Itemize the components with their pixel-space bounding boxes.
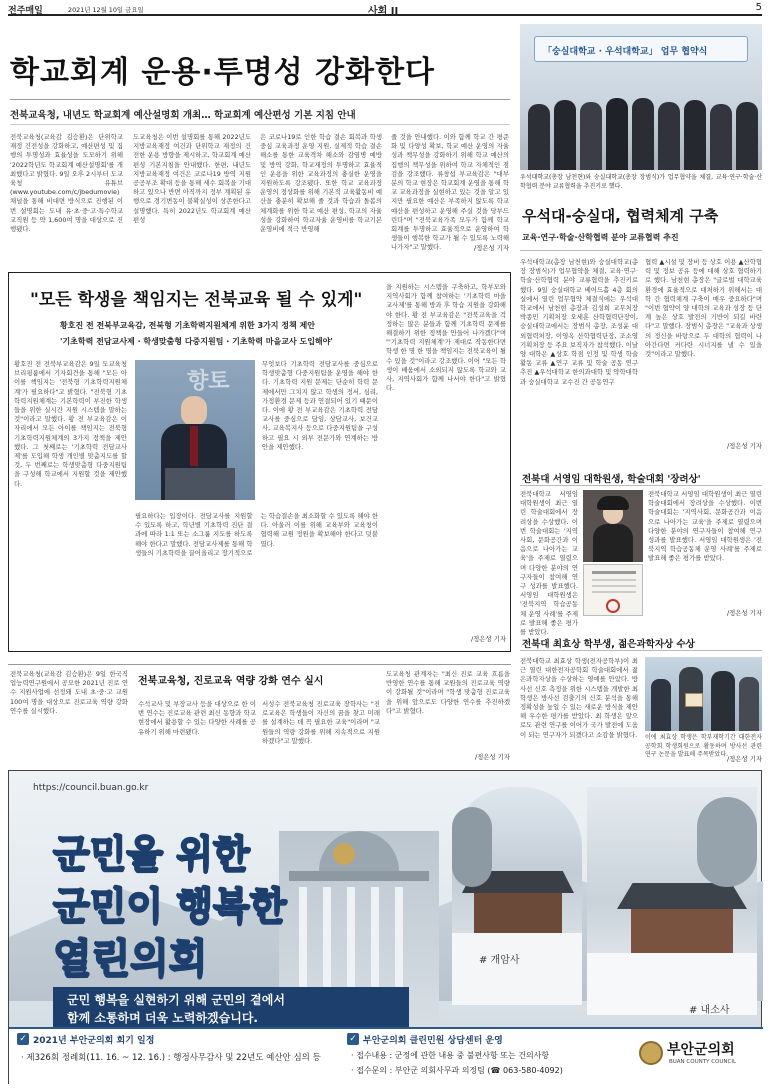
people-row: [520, 90, 762, 170]
article-column: 도교육청 관계자는 "최신 진로 교육 흐름을 반영한 연수를 통해 교원들의 진로교육 역량이 강화될 것"이라며 "학생 맞춤형 진로교육을 위해 앞으로도 다양한 연수를 추진하겠다"고 밝혔다.: [386, 670, 510, 715]
paper-name: 전주매일: [8, 6, 43, 16]
byline: /정은성 기자: [726, 755, 762, 763]
clean-center-title: 부안군의회 클린민원 상담센터 운영: [363, 1036, 503, 1046]
check-icon: ✓: [347, 1033, 359, 1045]
mou-caption: 우석대학교(총장 남천현)와 숭실대학교(총장 장범식)가 업무협약을 체결, 교육·연구·학술·산학협력 분야 교류협력을 추진키로 했다.: [520, 174, 762, 190]
award-photo: [645, 657, 762, 731]
byline: /정은성 기자: [726, 442, 762, 450]
hwang-photo: 향토: [135, 360, 255, 500]
article-column: 을 지원하는 시스템을 구축하고, 학부모와 지역사회가 함께 참여하는 '기초학력 마을교사제'를 통해 방과 후 학습 지원을 강화해야 한다. 황 전 부교육감은 "전북교육을 걱정하는 많은 분들과 함께 기초학력 문제를 해결하기 위한 정책을 만들어 나가겠다"며 "'기초학력 지원체계'가 제대로 작동한다면 학생 한 명 한 명을 책임지는 전북교육이 될 수 있을 것"이라고 강조했다. 이어 "모든 학생이 배움에서 소외되지 않도록 학교와 교사, 지역사회가 함께 나서야 한다"고 밝혔다.: [386, 283, 506, 393]
quote-headline: "모든 학생을 책임지는 전북교육 될 수 있게": [30, 290, 363, 310]
article-column: 전북대학교 최효상 학생(전자공학부)이 최근 열린 대한전자공학회 학술대회에서 젊은과학자상을 수상하는 영예를 안았다. 방사선 신호 측정을 위한 시스템을 개발한 최 학생은 방사선 검출기의 신호 분석을 통해 정확성을 높일 수 있는 새로운 방식을 제안해 우수한 평가를 받았다. 최 학생은 앞으로도 관련 연구를 이어가 국가 발전에 도움이 되는 연구자가 되겠다고 소감을 밝혔다.: [520, 657, 638, 739]
section-name: 사회 II: [368, 6, 399, 17]
ad-slogan-line: 군민이 행복한: [53, 884, 287, 928]
career-title: 전북교육청, 진로교육 역량 강화 연수 실시: [138, 676, 324, 687]
certificate-photo: [583, 564, 643, 616]
ad-info-bar: [9, 1027, 763, 1085]
article-column: 황호진 전 전북부교육감은 9일 도교육청 브리핑룸에서 기자회견을 통해 "모든 아이를 책임지는 '전북형 기초학력지원체계'가 필요하다"고 밝혔다. "전북형 기초학력지원체계는 기본학력이 부진한 학생들을 위한 실시간 지원 시스템을 말하는 것"이라고 말했다. 황 전 부교육감은 이 자리에서 모든 아이를 책임지는 전북형 기초학력지원체계의 3가지 정책을 제안했다. 그 첫째로는 '기초학력 전담교사제'를 도입해 학생 개인별 맞춤지도를 할 것, 두 번째로는 학생맞춤형 다중지원팀을 구성해 학교에서 지원할 것을 제안했다.: [14, 360, 127, 488]
main-subtitle: 전북교육청, 내년도 학교회계 예산설명회 개최… 학교회계 예산편성 기본 지침 안내: [10, 110, 356, 121]
article-column: 은 코로나19로 인한 학습 결손 회복과 학생 중심 교육과정 운영 지원, 실제적 학습 결손 해소를 통한 교육격차 해소와 감염병 예방 및 방역 강화, 학교재정의 투명하고 효율적인 운용을 위한 교육과정의 충실한 운영을 지원하도록 강조됐다. 또한 학교 교육과정 운영의 정상화를 위해 기본적 교육활동비 예산을 충분히 확보해 줄 것과 학습과 돌봄의 체계화를 위한 학교 예산 편성, 학교의 자율성을 강화하여 학교자율 운영비를 학교기본운영비에 적극 반영해: [260, 133, 382, 234]
ad-tagline-bar: [53, 987, 409, 1027]
ad-slogan-line: 군민을 위한: [53, 832, 250, 876]
divider: [10, 124, 510, 125]
ad-url[interactable]: https://council.buan.go.kr: [33, 783, 149, 793]
divider: [8, 664, 511, 665]
article-column: 전북대학교 서영임 대학원생이 최근 열린 학술대회에서 장려상을 수상했다. 이번 학술대회는 '지역사회, 문화공간과 이음으로 나아가는 교육'을 주제로 열렸으며 다양한 분야의 연구자들이 참여해 연구 성과를 발표했다. 서영임 대학원생은 '전북지역 학습공동체 운영 사례'를 주제로 발표해 좋은 평가를 받았다.: [648, 490, 762, 563]
masthead-bar: [8, 4, 762, 16]
main-headline: 학교회계 운용·투명성 강화한다: [10, 55, 436, 90]
ad-frame: [8, 770, 762, 1084]
article-column: 전북교육청(교육감 김승환)은 9일 한국직업능력연구원에서 공모한 2021년 진로 연수 지원사업에 선정돼 도내 초·중·고 교원 100여 명을 대상으로 진로교육 역량 강화 연수를 실시했다.: [10, 670, 128, 715]
schedule-title: 2021년 부안군의회 회기 일정: [33, 1036, 155, 1046]
divider: [520, 250, 762, 251]
award-title: 전북대 최효상 학부생, 젊은과학자상 수상: [522, 639, 695, 650]
mou-photo: [520, 24, 762, 170]
article-column: 전북교육청(교육감 김승환)은 단위학교 재정 건전성을 강화하고, 예산편성 및 집행의 투명성과 효율성을 도모하기 위해 '2022학년도 학교회계 예산설명회'를 개최했다고 밝혔다. 9일 오후 2시부터 도교육청 유튜브(www.youtube.com/c/jbedumovie) 채널을 통해 비대면 방식으로 진행된 이번 설명회는 도내 유·초·중·고·특수학교 교직원 등 약 1,600여 명을 대상으로 진행됐다.: [10, 133, 123, 234]
logo-name-en: BUAN COUNTY COUNCIL: [669, 1059, 737, 1065]
page-number: 5: [755, 2, 762, 13]
byline: /정은성 기자: [473, 244, 509, 252]
divider: [10, 99, 510, 100]
article-column: 협력 ▲시설 및 장비 등 상호 이용 ▲산학협력 및 정보 공유 등에 대해 상호 협력하기로 했다. 남천현 총장은 "글로벌 대학교육 환경에 효율적으로 대처하기 위해서는 대학 간 협력체계 구축이 매우 중요하다"며 "이번 협약이 양 대학의 교육과 성장 등 단계 높은 상호 발전의 기반이 되길 바란다"고 말했다. 장범식 총장은 "교육과 상생의 정신을 바탕으로 두 대학의 협력이 나아간다면 커다란 시너지를 낼 수 있을 것"이라고 말했다.: [645, 258, 762, 359]
article-column: 도교육청은 이번 설명회를 통해 2022년도 지방교육재정 여건과 단위학교 재정의 건전한 운용 방향을 제시하고, 학교회계 예산편성 기본지침을 안내했다. 한편, 내년도 지방교육재정 여건은 코로나19 방역 지원 공공부조 확대 등을 통해 세수 회복을 기대하고 있으나 반면 아직까지 정부 계획된 유행으로 경기변동이 불확실성이 상존한다고 설명했다. 특히 2022년도 학교회계 예산편성: [133, 133, 251, 224]
photo-label: # 내소사: [689, 1005, 730, 1016]
temple-photo-1: [452, 787, 582, 1005]
check-icon: ✓: [17, 1033, 29, 1045]
divider: [520, 650, 762, 651]
award-caption: 이에 최효상 학생은 학부재학기간 대한전자공학회 학생회원으로 활동하며 방사선 관련 연구 논문을 발표해 주목받았다.: [645, 734, 762, 758]
issue-date: 2021년 12월 10일 금요일: [68, 6, 144, 14]
logo-name: 부안군의회: [667, 1042, 735, 1058]
quote-subtitle: 황호진 전 전북부교육감, 전북형 기초학력지원체계 위한 3가지 정책 제안: [60, 321, 315, 330]
clean-center-item: · 접수문의 : 부안군 의회사무과 의정팀 (☎ 063-580-4092): [351, 1066, 563, 1075]
article-column: 우석대학교(총장 남천현)와 숭실대학교(총장 장범식)가 업무협약을 체결, 교육·연구·학술·산학협력 분야 교류협력을 추진키로 했다. 9일 숭실대학교 베어드홀 4층 회의실에서 열린 업무협약 체결식에는 우석대학교에서 남천현 총장과 김성희 교무처장 박종민 기획처장 오세훈 산학협력단장이, 숭실대학교에서는 장범식 총장, 조성윤 대외협력처장, 이영옥 산학협력단장, 조소영 기획처장 등 주요 보직자가 참석했다. 이날 양 대학은 ▲상호 학점 인정 및 학생 학술 활동 교류 ▲연구 교류 및 학술 공동 연구 추진 ▲우석대학교 한의과대학 및 약학대학과 숭실대학교 교수진 간 공동연구: [520, 258, 638, 386]
woosuk-title: 우석대-숭실대, 협력체계 구축: [522, 207, 719, 225]
mou-banner: [534, 36, 748, 62]
byline: /정은성 기자: [474, 753, 510, 761]
council-logo: [639, 1035, 757, 1079]
schedule-item: · 제326회 정례회(11. 16. ~ 12. 16.) : 행정사무감사 및 22년도 예산안 심의 등: [21, 1053, 321, 1063]
quote-subtitle: '기초학력 전담교사제 · 학생맞춤형 다중지원팀 · 기초학력 마을교사 도입해야': [60, 337, 333, 346]
schedule-box: [17, 1033, 337, 1081]
clean-center-box: [347, 1033, 633, 1081]
seoyoung-title: 전북대 서영임 대학원생, 학술대회 '장려상': [522, 474, 701, 485]
seal-icon: [639, 1041, 663, 1065]
ad-slogan-line: 열린의회: [53, 936, 208, 982]
article-column: 전북대학교 서영임 대학원생이 최근 열린 학술대회에서 장려상을 수상했다. 이번 학술대회는 '지역사회, 문화공간과 이음으로 나아가는 교육'을 주제로 열렸으며 다양한 분야의 연구자들이 참여해 연구 성과를 발표했다. 서영임 대학원생은 '전북지역 학습공동체 운영 사례'를 주제로 발표해 좋은 평가를 받았다.: [520, 490, 578, 637]
photo-label: # 개암사: [479, 955, 520, 966]
ad-tagline: 군민 행복을 실현하기 위해 군민의 곁에서: [67, 993, 285, 1007]
temple-photo-2: [587, 787, 757, 1015]
ad-tagline: 함께 소통하며 더욱 노력하겠습니다.: [67, 1011, 258, 1025]
mou-banner-text: 「숭실대학교 · 우석대학교」 업무 협약식: [543, 47, 708, 57]
article-column: 서성수 전북교육청 진로교육 장학사는 "진로교육은 학생들이 자신의 꿈을 찾고 미래를 설계하는 데 꼭 필요한 교육"이라며 "교원들의 역량 강화를 위해 지속적으로 지원하겠다"고 말했다.: [262, 700, 380, 745]
woosuk-subtitle: 교육·연구·학술·산학협력 분야 교류협력 추진: [522, 233, 679, 242]
article-column: 수석교사 및 부장교사 등을 대상으로 한 이번 연수는 진로교육 관련 최신 동향과 학교 현장에서 활용할 수 있는 다양한 사례를 공유하기 위해 마련됐다.: [138, 700, 256, 736]
article-column: 줄 것을 안내했다. 이와 함께 학교 간 평준화 및 다양성 확보, 학교 예산 운영의 자율성과 책무성을 강화하기 위해 학교 예산의 집행의 책무성을 위하여 학교 자체적인 점검을 강조했다. 류창섭 부교육감은 "대부분의 학교 현장은 학교회계 운영을 통해 학교 교육과정을 실현하고 있는 것을 알고 있지만 필요한 예산은 부족하지 않도록 학교 예산을 편성하고 운영해 주실 것을 당부드린다"며 "전북교육가족 모두가 함께 학교회계를 투명하고 효율적으로 운영하여 학생들이 행복한 학교가 될 수 있도록 노력해 나가자"고 말했다.: [391, 133, 509, 252]
clean-center-item: · 접수내용 : 군정에 관한 내용 중 불편사항 또는 건의사항: [351, 1051, 550, 1060]
article-column: 무엇보다 기초학력 전담교사를 중심으로 학생맞춤형 다중지원팀을 운영을 해야 한다. 기초학력 지원 문제는 단순히 학력 문제에서만 그치지 않고 학생의 정서, 심리, 가정환경 문제 등과 연결되어 있기 때문이다. 이에 황 전 부교육감은 기초학력 전담교사를 중심으로 담임, 상담교사, 보건교사, 교육복지사 등으로 다중지원팀을 구성하고 필요 시 외부 전문가와 연계하는 방안을 제안했다.: [262, 360, 378, 451]
seoyoung-photo: [583, 490, 643, 562]
divider: [520, 485, 762, 486]
byline: /정은성 기자: [470, 635, 506, 643]
article-column: 필요하다는 입장이다. 전담교사를 지원할 수 있도록 하고, 학년별 기초학력 진단 결과에 따라 1:1 또는 소그룹 지도를 하도록 해야 한다고 말했다. 전담교사제를 통해 학생들의 기초학력을 끌어올리고 장기적으로는 학습결손을 최소화할 수 있도록 해야 한다. 아울러 이를 위해 교육부와 교육청이 협력해 교원 정원을 확보해야 한다고 덧붙였다.: [135, 512, 378, 557]
byline: /정은성 기자: [726, 609, 762, 617]
